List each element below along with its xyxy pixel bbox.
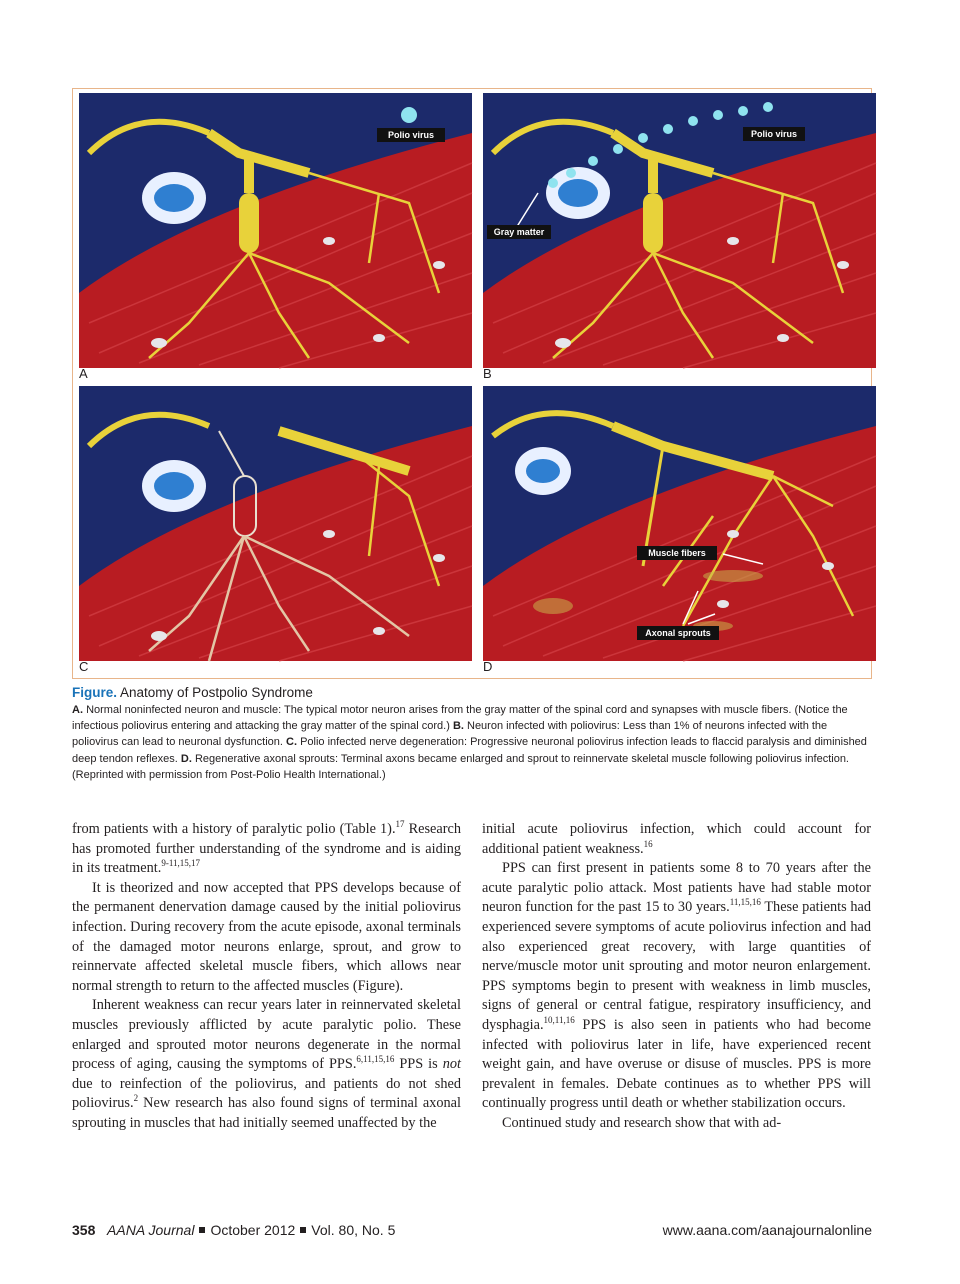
left-column [72, 820, 461, 1134]
caption-credit: (Reprinted with permission from Post-Polio Health International.) [72, 768, 386, 781]
figure-panel-a [79, 93, 472, 381]
panel-label-c: C [79, 659, 89, 674]
caption-d-label: D. [180, 752, 192, 765]
tag-polio-virus: Polio virus [387, 130, 435, 140]
right-paragraph-2: PPS can first present in patients some 8 to 70 years after the acute paralytic polio attack. Most patients have had stable motor neuron function for the past 15 to 30 years.$^{11,15,16}$ These patients had experienced severe symptoms of acute poliovirus infection and had also experienced great recovery, with large quantities of nerve/muscle motor unit sprouting and motor neuron enlargement. PPS symptoms begin to present with weakness in limb muscles, signs of general or central fatigue, respiratory insufficiency, and dysphagia.$^{10,11,16}$ PPS is also seen in patients who had become infected with poliovirus later in life, have experienced recent weight gain, and have overuse or disuse of muscles. PPS is more prevalent in females. Debate continues as to whether PPS will continually progress until death or whether stabilization occurs. [482, 860, 871, 1112]
panel-label-b: B [483, 366, 492, 381]
right-paragraph-1: initial acute poliovirus infection, which could account for additional patient weakness.$^{16}$ [482, 821, 871, 857]
caption-label: Figure. [72, 685, 118, 700]
panel-b-illustration [483, 93, 876, 368]
right-column [482, 820, 871, 1134]
figure-caption [72, 685, 872, 783]
tag-muscle-fibers: Muscle fibers [648, 548, 706, 558]
tag-axonal-sprouts: Axonal sprouts [645, 628, 711, 638]
caption-title [72, 685, 872, 700]
panel-c-illustration [79, 386, 472, 661]
figure-panel-c [79, 386, 472, 674]
tag-gray-matter: Gray matter [493, 227, 545, 237]
caption-title-text: Anatomy of Postpolio Syndrome [120, 685, 313, 700]
figure-panel-d [483, 386, 876, 674]
page-number: 358 [72, 1222, 96, 1238]
caption-b-text: Neuron infected with poliovirus: Less than 1% of neurons infected with the poliovirus can lead to neuronal dysfunction. [72, 720, 828, 749]
caption-body [72, 702, 872, 783]
page-footer [72, 1222, 872, 1238]
caption-a-label: A. [72, 704, 83, 716]
panel-d-illustration [483, 386, 876, 661]
panel-label-d: D [483, 659, 493, 674]
figure [72, 88, 872, 679]
volume: Vol. 80, No. 5 [311, 1222, 396, 1238]
tag-polio-virus: Polio virus [750, 129, 798, 139]
right-paragraph-3: Continued study and research show that with ad- [502, 1114, 782, 1131]
left-paragraph-1: from patients with a history of paralytic polio (Table 1).$^{17}$ Research has promoted further understanding of the syndrome and is aiding in its treatment.$^{9-11,15,17}$ [72, 819, 461, 877]
panel-label-a: A [79, 366, 88, 381]
caption-c-text: Polio infected nerve degeneration: Progressive neuronal poliovirus infection leads to flaccid paralysis and diminished deep tendon reflexes. [72, 736, 867, 765]
journal-name: AANA Journal [107, 1222, 195, 1238]
caption-b-label: B. [452, 720, 464, 733]
caption-c-label: C. [286, 736, 298, 749]
figure-panel-b [483, 93, 876, 381]
caption-d-text: Regenerative axonal sprouts: Terminal axons became enlarged and sprout to reinnervate skeletal muscle following poliovirus infection. [194, 752, 849, 765]
caption-a-text: Normal noninfected neuron and muscle: The typical motor neuron arises from the gray matter of the spinal cord and synapses with muscle fibers. (Notice the infectious poliovirus entering and attacking the gray matter of the spinal cord.) [72, 704, 848, 733]
left-paragraph-2: It is theorized and now accepted that PPS develops because of the permanent denervation damage caused by the initial poliovirus infection. During recovery from the acute episode, axonal terminals of the damaged motor neurons enlarge, sprout, and grow to reinnervate affected skeletal muscle fibers, which allows near normal strength to return to the affected muscles (Figure). [72, 879, 461, 994]
left-paragraph-3: Inherent weakness can recur years later in reinnervated skeletal muscles previously afflicted by acute paralytic polio. These enlarged and sprouted motor neurons degenerate in the normal process of aging, causing the symptoms of PPS.$^{6,11,15,16}$ PPS is not due to reinfection of the poliovirus, and patients do not shed poliovirus.$^2$ New research has also found signs of terminal axonal sprouting in muscles that had initially seemed unaffected by the [72, 997, 462, 1131]
issue-date: October 2012 [210, 1222, 296, 1238]
journal-url[interactable]: www.aana.com/aanajournalonline [662, 1222, 872, 1238]
panel-a-illustration [79, 93, 472, 368]
